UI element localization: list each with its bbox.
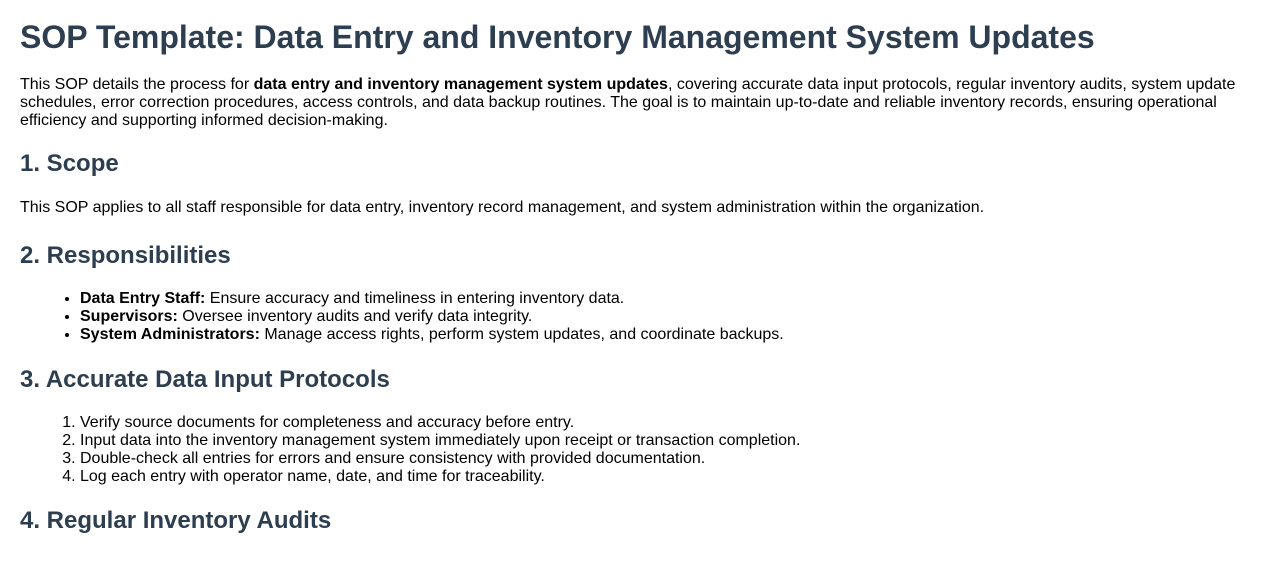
role-description: Manage access rights, perform system updates, and coordinate backups. — [259, 326, 784, 343]
scope-paragraph: This SOP applies to all staff responsible for data entry, inventory record management, and system administration within the organization. — [20, 199, 985, 216]
intro-text-after: , covering accurate data input protocols, regular inventory audits, system update schedules, error correction procedures, access controls, and data backup routines. The goal is to maintain up-to-date and reliable inventory records, ensuring operational efficiency and supporting informed decision-making. — [20, 76, 1236, 129]
section-heading-audits: 4. Regular Inventory Audits — [20, 507, 332, 534]
role-label: System Administrators: — [80, 326, 260, 343]
role-label: Data Entry Staff: — [80, 290, 206, 307]
list-item: 4. Log each entry with operator name, date, and time for traceability. — [80, 468, 1243, 486]
list-item — [80, 290, 1243, 308]
list-item: 1. Verify source documents for completeness and accuracy before entry. — [80, 414, 1243, 432]
list-item: 2. Input data into the inventory management system immediately upon receipt or transaction completion. — [80, 432, 1243, 450]
role-description: Oversee inventory audits and verify data integrity. — [177, 308, 533, 325]
list-item: 3. Double-check all entries for errors and ensure consistency with provided documentation. — [80, 450, 1243, 468]
role-label: Supervisors: — [80, 308, 178, 325]
list-item — [80, 308, 1243, 326]
role-description: Ensure accuracy and timeliness in entering inventory data. — [205, 290, 625, 307]
intro-paragraph — [20, 76, 1243, 130]
section-heading-protocols: 3. Accurate Data Input Protocols — [20, 366, 390, 393]
intro-text-before: This SOP details the process for — [20, 76, 254, 93]
protocols-list — [20, 414, 1243, 486]
intro-text-bold: data entry and inventory management system updates — [253, 76, 668, 93]
page-title: SOP Template: Data Entry and Inventory Management System Updates — [20, 19, 1095, 55]
section-heading-responsibilities: 2. Responsibilities — [20, 242, 231, 269]
sop-document — [0, 18, 1263, 535]
list-item — [80, 326, 1243, 344]
section-heading-scope: 1. Scope — [20, 150, 119, 177]
responsibilities-list — [20, 290, 1243, 344]
